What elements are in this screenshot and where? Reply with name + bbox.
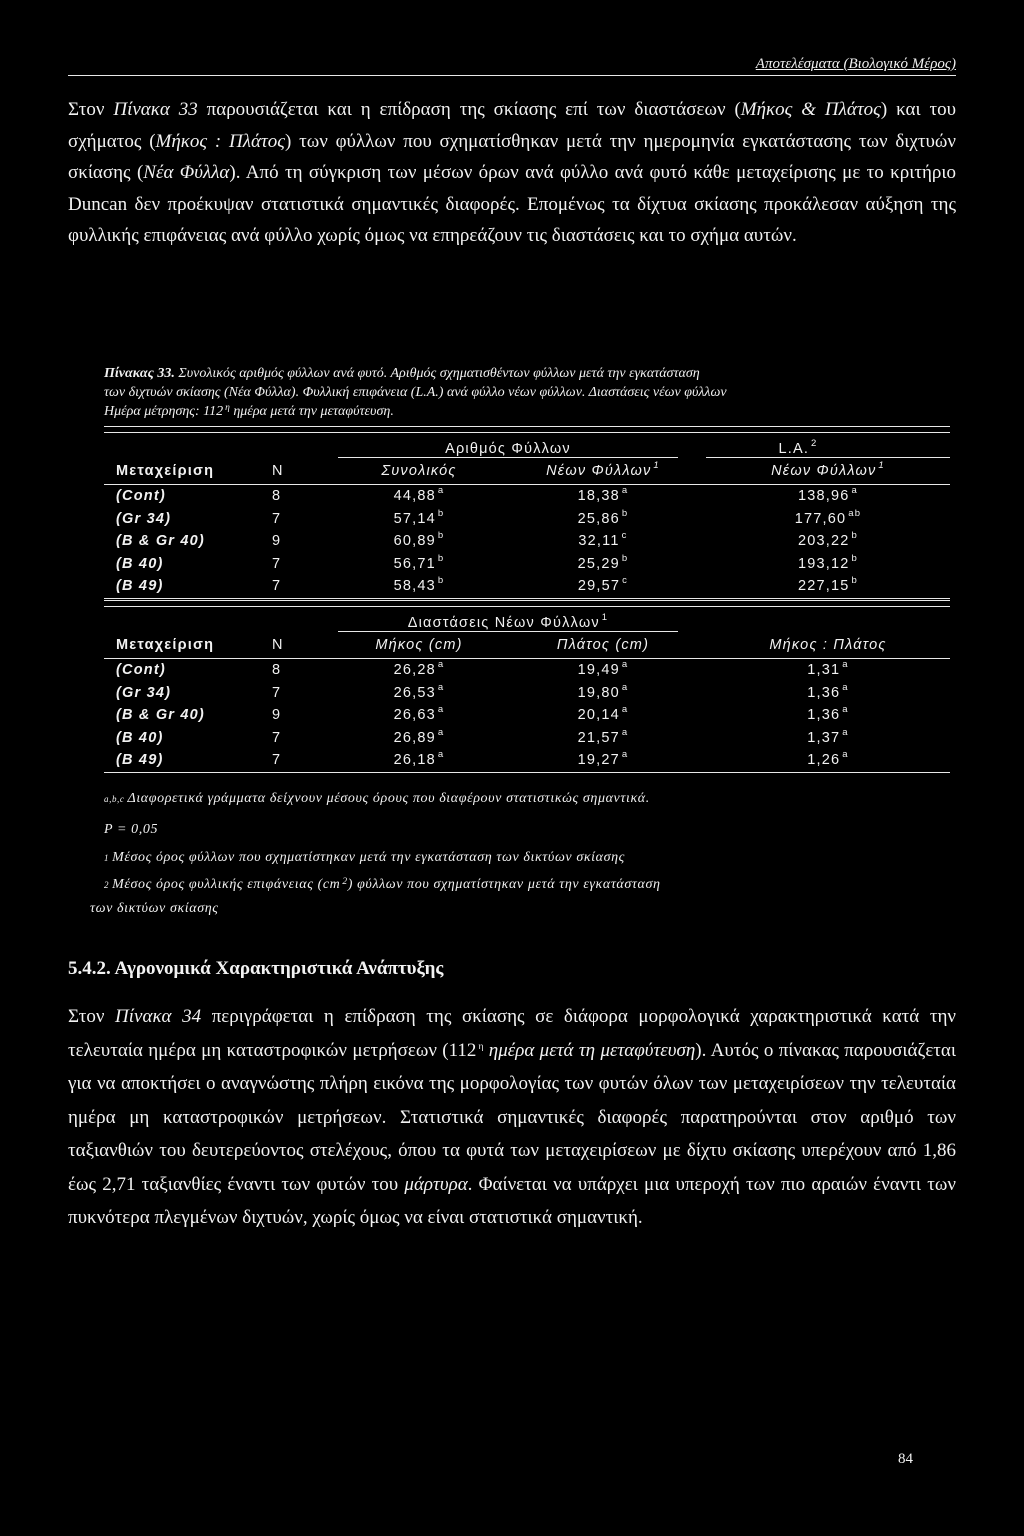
cell-value: 57,14 (393, 510, 436, 527)
cell-n: 9 (272, 533, 282, 550)
cell-value: 32,11 (578, 533, 620, 550)
cell-length (338, 727, 500, 750)
footnote-symbol: a,b,c (104, 794, 125, 804)
paragraph-text: ) και του σχήματος ( (68, 99, 957, 152)
group-header-leaf-count: Αριθμός Φύλλων (338, 433, 678, 458)
cell-la (706, 530, 950, 553)
paragraph-text: ). Από τη σύγκριση των μέσων όρων ανά φύλλο ανά φυτό κάθε μεταχείρισης με το κριτήριο Duncan δεν προέκυψαν στατιστικά σημαντικές διαφορές. Επομένως τα δίχτυα σκίασης προκάλεσαν αύξηση της φυλλικής επιφάνειας ανά φύλλο χωρίς όμως να επηρεάζουν τις διαστάσεις και το σχήμα αυτών. (68, 162, 956, 246)
table-row (104, 553, 950, 576)
column-header-new-leaves-area (706, 458, 950, 485)
cell-la (706, 485, 950, 508)
significance-letter: a (621, 681, 629, 693)
significance-letter: a (842, 659, 849, 671)
cell-value: 25,86 (577, 510, 620, 527)
cell-value: 1,31 (807, 662, 841, 679)
column-header-width: Πλάτος (cm) (528, 632, 678, 659)
cell-value: 60,89 (393, 533, 436, 550)
cell-treatment: (Cont) (116, 662, 166, 679)
cell-value: 44,88 (393, 488, 436, 505)
cell-n: 9 (272, 707, 282, 724)
cell-value: 1,36 (807, 684, 841, 701)
significance-letter: a (842, 749, 849, 761)
cell-width (528, 749, 678, 772)
page-number: 84 (898, 1451, 913, 1467)
cell-la (706, 575, 950, 598)
cell-length (338, 704, 500, 727)
cell-treatment: (B & Gr 40) (116, 533, 205, 550)
emphasis-text: Μήκος : Πλάτος (155, 130, 285, 152)
significance-letter: a (437, 681, 445, 693)
table-row (104, 530, 950, 553)
cell-n: 7 (272, 729, 282, 746)
cell-value: 25,29 (577, 555, 620, 572)
significance-letter: a (621, 659, 629, 671)
emphasis-text: μάρτυρα (404, 1173, 468, 1195)
column-header-treatment: Μεταχείριση (104, 458, 272, 485)
significance-letter: b (437, 530, 445, 542)
cell-n: 7 (272, 684, 282, 701)
footnote-symbol: 2 (104, 879, 110, 890)
cell-new (528, 485, 678, 508)
cell-value: 1,26 (807, 752, 841, 769)
significance-letter: a (851, 485, 859, 497)
table-caption (104, 364, 954, 421)
cell-value: 1,36 (807, 707, 841, 724)
significance-letter: a (621, 485, 629, 497)
cell-n: 7 (272, 749, 338, 772)
group-header-dimensions (338, 607, 678, 632)
footnote-text: Μέσος όρος φύλλων που σχηματίστηκαν μετά την εγκατάσταση των δικτύων σκίασης (112, 850, 625, 865)
significance-letter: b (437, 575, 445, 587)
paragraph-text: Στον (68, 1006, 116, 1027)
significance-letter: b (437, 552, 445, 564)
cell-width (528, 682, 678, 705)
cell-n: 8 (272, 662, 282, 679)
cell-treatment: (B 49) (104, 749, 272, 772)
cell-length (338, 749, 500, 772)
cell-treatment: (B 49) (104, 575, 272, 598)
significance-letter: a (437, 485, 445, 497)
footnote-marker: 1 (601, 612, 609, 623)
cell-value: 227,15 (797, 578, 850, 595)
cell-value: 177,60 (794, 510, 847, 527)
emphasis-text: Νέα Φύλλα (143, 162, 230, 183)
caption-line: των διχτυών σκίασης (Νέα Φύλλα). Φυλλική επιφάνεια (L.A.) ανά φύλλο νέων φύλλων. Διαστάσεις νέων φύλλων (104, 385, 727, 400)
significance-letter: a (621, 749, 629, 761)
cell-la (706, 508, 950, 531)
cell-new (528, 508, 678, 531)
cell-new (528, 575, 678, 598)
cell-value: 203,22 (797, 533, 850, 550)
paragraph-text: ) των φύλλων που σχηματίσθηκαν μετά την ημερομηνία εγκατάστασης των διχτυών σκίασης ( (68, 130, 956, 183)
significance-letter: a (842, 681, 849, 693)
running-title: Αποτελέσματα (Βιολογικό Μέρος) (755, 56, 956, 72)
table-row (104, 704, 950, 727)
cell-n: 7 (272, 510, 282, 527)
cell-treatment: (B 40) (116, 729, 164, 746)
footnote-text: των δικτύων σκίασης (90, 901, 219, 916)
cell-value: 18,38 (577, 488, 620, 505)
caption-superscript: η (225, 403, 230, 413)
running-header (68, 56, 956, 76)
significance-letter: b (621, 507, 629, 519)
significance-letter: b (851, 530, 859, 542)
footnote-text: ) φύλλων που σχηματίστηκαν μετά την εγκατάσταση (347, 876, 661, 892)
footnote-text: Μέσος όρος φυλλικής επιφάνειας (cm (112, 876, 341, 892)
cell-value: 1,37 (807, 729, 841, 746)
significance-letter: c (621, 530, 628, 542)
cell-value: 26,89 (393, 729, 436, 746)
cell-value: 26,28 (393, 662, 436, 679)
cell-width (528, 704, 678, 727)
cell-total (338, 553, 500, 576)
table-reference: Πίνακα 34 (115, 1006, 202, 1027)
caption-line: Ημέρα μέτρησης: 112 (104, 404, 224, 419)
table-group-header (104, 607, 950, 632)
significance-letter: a (842, 704, 849, 716)
superscript: η (478, 1041, 484, 1052)
cell-ratio (706, 704, 950, 727)
table-row (104, 682, 950, 705)
cell-new (528, 553, 678, 576)
table-row (104, 659, 950, 682)
significance-letter: a (437, 704, 445, 716)
cell-treatment: (Gr 34) (116, 684, 172, 701)
cell-value: 19,27 (577, 752, 620, 769)
cell-value: 26,18 (393, 752, 436, 769)
cell-value: 29,57 (577, 578, 621, 595)
column-header-n: N (272, 632, 338, 659)
cell-value: 21,57 (577, 729, 620, 746)
cell-ratio (706, 659, 950, 682)
cell-value: 26,63 (393, 707, 436, 724)
leaf-dimensions-table (104, 600, 950, 773)
footnote-marker: 1 (653, 460, 660, 471)
cell-treatment: (B & Gr 40) (116, 707, 205, 724)
paragraph-text: περιγράφεται η επίδραση της σκίασης σε διάφορα μορφολογικά χαρακτηριστικά κατά την τελευταία ημέρα μη καταστροφικών μετρήσεων (112 (68, 1006, 957, 1061)
significance-letter: a (621, 726, 629, 738)
column-header-label: Νέων Φύλλων (546, 463, 652, 479)
section-heading: 5.4.2. Αγρονομικά Χαρακτηριστικά Ανάπτυξης (68, 958, 444, 979)
significance-letter: b (621, 552, 629, 564)
footnote-text: Διαφορετικά γράμματα δείχνουν μέσους όρους που διαφέρουν στατιστικώς σημαντικά. (127, 791, 650, 806)
cell-total (338, 508, 500, 531)
paragraph-text: Στον (68, 99, 114, 120)
cell-value: 20,14 (577, 707, 620, 724)
table-row (104, 485, 950, 508)
column-header-total (338, 458, 500, 485)
footnote-symbol: 1 (104, 853, 110, 863)
cell-n: 7 (272, 575, 338, 598)
caption-label: Πίνακας 33. (104, 366, 175, 381)
column-header-ratio: Μήκος : Πλάτος (706, 632, 950, 659)
cell-la (706, 553, 950, 576)
cell-width (528, 659, 678, 682)
cell-total (338, 575, 500, 598)
cell-ratio (706, 749, 950, 772)
paragraph-text: ). Αυτός ο πίνακας παρουσιάζεται για να αποκτήσει ο αναγνώστης πλήρη εικόνα της μορφολογίας των φυτών όλων των μεταχειρίσεων την τελευταία ημέρα μη καταστροφικών μετρήσεων. Στατιστικά σημαντικές διαφορές παρατηρούνται στον αριθμό των ταξιανθιών του δευτερεύοντος στελέχους, όπου τα φυτά των μεταχειρίσεων με δίχτυ σκίασης υπερέχουν από 1,86 έως 2,71 ταξιανθίες έναντι των φυτών του (68, 1039, 957, 1195)
footnote-superscript: 2 (342, 876, 348, 887)
cell-total (338, 485, 500, 508)
table-column-header (104, 458, 950, 485)
significance-letter: a (437, 726, 445, 738)
cell-width (528, 727, 678, 750)
cell-value: 138,96 (797, 488, 850, 505)
cell-new (528, 530, 678, 553)
cell-value: 19,49 (577, 662, 620, 679)
column-header-new-leaves (528, 458, 678, 485)
cell-value: 19,80 (577, 684, 620, 701)
cell-length (338, 659, 500, 682)
significance-letter: c (622, 575, 629, 587)
cell-n: 8 (272, 488, 282, 505)
footnote-marker: 1 (878, 460, 885, 471)
cell-treatment: (B 40) (116, 555, 164, 572)
footnote-marker: 2 (811, 438, 818, 449)
table-row (104, 727, 950, 750)
column-header-label: Νέων Φύλλων (771, 463, 877, 479)
column-header-treatment: Μεταχείριση (104, 632, 272, 659)
p-value: P = 0,05 (104, 821, 159, 837)
significance-letter: b (851, 575, 859, 587)
paragraph-table34-intro (68, 1000, 956, 1235)
group-header-label: L.A. (778, 441, 810, 457)
column-header-length: Μήκος (cm) (338, 632, 500, 659)
significance-letter: a (437, 749, 445, 761)
table-reference: Πίνακα 33 (113, 99, 198, 120)
significance-letter: a (621, 704, 629, 716)
table-footnotes (90, 788, 954, 921)
significance-letter: a (437, 659, 445, 671)
cell-total (338, 530, 500, 553)
significance-letter: a (842, 726, 849, 738)
cell-n: 7 (272, 555, 282, 572)
caption-line: Συνολικός αριθμός φύλλων ανά φυτό. Αριθμός σχηματισθέντων φύλλων μετά την εγκατάσταση (174, 366, 700, 381)
table-row (104, 575, 950, 598)
cell-length (338, 682, 500, 705)
significance-letter: b (851, 552, 859, 564)
cell-value: 193,12 (797, 555, 850, 572)
significance-letter: b (437, 507, 445, 519)
cell-value: 58,43 (393, 578, 436, 595)
cell-ratio (706, 682, 950, 705)
leaf-count-table (104, 426, 950, 599)
group-header-leaf-area (706, 433, 950, 458)
emphasis-text: Μήκος & Πλάτος (740, 99, 881, 120)
paragraph-text: . Φαίνεται να υπάρχει μια υπεροχή των πιο αραιών έναντι των πυκνότερα πλεγμένων διχτυών, χωρίς όμως να είναι στατιστικά σημαντική. (68, 1173, 956, 1228)
column-header-label: Συνολικός (381, 463, 457, 479)
cell-value: 26,53 (393, 684, 436, 701)
cell-treatment: (Gr 34) (116, 510, 172, 527)
significance-letter: ab (848, 507, 862, 519)
paragraph-text: παρουσιάζεται και η επίδραση της σκίασης επί των διαστάσεων ( (197, 99, 741, 120)
paragraph-table33-intro (68, 94, 956, 252)
table-row (104, 749, 950, 772)
column-header-n: N (272, 458, 338, 485)
cell-treatment: (Cont) (116, 488, 166, 505)
cell-ratio (706, 727, 950, 750)
table-row (104, 508, 950, 531)
cell-value: 56,71 (393, 555, 436, 572)
table-group-header (104, 433, 950, 458)
emphasis-text: ημέρα μετά τη μεταφύτευση (483, 1039, 696, 1061)
caption-line: ημέρα μετά την μεταφύτευση. (229, 404, 394, 419)
group-header-label: Διαστάσεις Νέων Φύλλων (407, 615, 600, 631)
table-column-header (104, 632, 950, 659)
